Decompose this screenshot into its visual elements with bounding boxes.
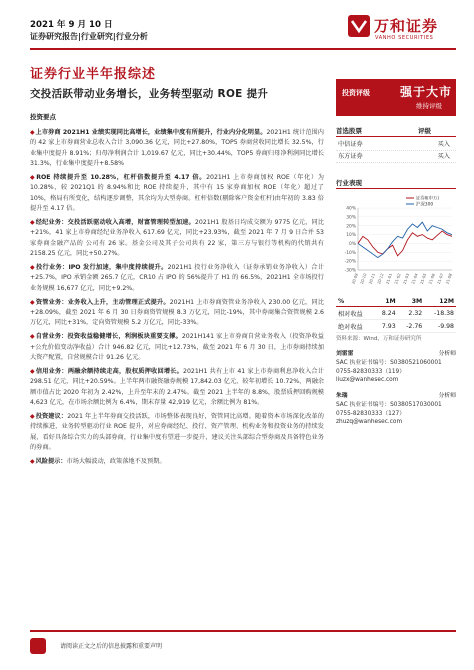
- paragraph-1: ◆上市券商 2021H1 业绩实现同比高增长，业绩集中度有所提升，行业内分化明显。2021H1 统计范围内的 42 家上市券商营业总收入合计 3,090.36 亿元，同比+27.80%，TOP5 券商营收同比增长 32.5%，行业集中度提升 8.91%；归母净利润合计 1,019.67 亿元，同比+30.44%，TOP5 券商归母净利润同比增长 31.3%，行业集中度提升+8.58%: [30, 129, 324, 168]
- list-item: 东方证券 买入: [336, 151, 456, 163]
- performance-table: [336, 296, 456, 333]
- trend-rule: [336, 188, 456, 189]
- table-header-row: % 1M 3M 12M: [338, 297, 454, 305]
- x-tick-label: 20-12: [376, 272, 385, 285]
- bullet-icon: ◆: [30, 412, 35, 420]
- analyst-role: 分析师: [438, 393, 456, 399]
- analyst-name: 刘雷雷: [336, 351, 354, 357]
- analyst-name: 朱瑞: [336, 393, 348, 399]
- company-logo: [348, 13, 456, 45]
- peers-rule: [336, 136, 456, 137]
- chart-svg: [336, 194, 456, 292]
- keypoints-label: 投资要点: [30, 113, 56, 121]
- paragraph-5: ◆资管业务：业务收入上升，主动管理正式提升。2021H1 上市券商资管业务净收入 230.00 亿元，同比+28.09%，截至 2021 年 6 月 30 日券商资管规模 8.3 万亿元，同比-19%，其中券商集合资管规模 2.6 万亿元，同比+31%，定向资管规模 5.2 万亿元，同比-33%。: [30, 298, 325, 327]
- x-tick-label: 21-02: [393, 272, 402, 285]
- bullet-icon: ◆: [30, 333, 35, 341]
- report-subtitle: 交投活跃带动业务增长，业务转型驱动 ROE 提升: [30, 88, 269, 100]
- x-tick-label: 21-05: [418, 272, 428, 285]
- legend-label: 沪深300: [416, 202, 434, 208]
- analyst-card-2: [336, 392, 456, 427]
- peers-list: [336, 139, 456, 163]
- bullet-icon: ◆: [30, 174, 36, 182]
- paragraph-9: ◆风险提示：市场大幅波动，政策落地不及预期。: [30, 457, 166, 465]
- paragraph-2: ◆ROE 持续提升至 10.28%，杠杆倍数提升至 4.17 倍。2021H1 上市券商加权 ROE（年化）为 10.28%，较 2021Q1 的 8.94%和比 ROE 持续提升，其中有 15 家券商加权 ROE（年化）超过了 10%，格局有所变化，结构逐步调整，其余均为大型券商。杠杆倍数(剔除客户资金杠杆)由年初的 3.83 倍提升至 4.17 倍。: [30, 174, 324, 213]
- main-content: [30, 128, 324, 471]
- x-tick-label: 21-06: [427, 272, 436, 285]
- logo-subtext: VANHO SECURITIES: [375, 35, 434, 41]
- x-tick-label: 21-01: [384, 272, 394, 285]
- x-tick-label: 21-03: [401, 272, 411, 285]
- rating-value: 强于大市: [400, 85, 453, 99]
- footer-rule: [30, 630, 456, 632]
- footer-disclaimer: 请阅读正文之后的信息披露和重要声明: [60, 643, 163, 650]
- bullet-icon: ◆: [30, 264, 35, 272]
- paragraph-8: ◆投资建议：2021 年上半年券商交投活跃，市场整体表现良好，资管同比高增。随着资本市场深化改革的持续推进，业务转型驱动行业 ROE 提升，对应券商经纪、投行、资产管理、机构业务和投资业务的持续发展，看好具备综合实力的头部券商，行业集中度有望进一步提升，建议关注头部综合型券商及具备特色业务的券商。: [30, 412, 324, 452]
- report-category: 证券研究报告|行业研究|行业分析: [30, 32, 148, 41]
- table-source: 资料来源：Wind，万和证券研究所: [336, 336, 422, 342]
- analyst-cert: SAC 执业证书编号：S0380517030001: [336, 401, 442, 408]
- footer-logo-icon: [30, 638, 46, 654]
- report-date: 2021 年 9 月 10 日: [30, 20, 113, 30]
- analyst-phone: 0755-82830333（119）: [336, 368, 406, 375]
- report-title: 证券行业半年报综述: [30, 67, 157, 82]
- y-tick-label: -20%: [344, 259, 356, 265]
- x-tick-label: 21-08: [444, 272, 453, 285]
- list-item: 中信证券 买入: [336, 139, 456, 151]
- bullet-icon: ◆: [30, 367, 35, 375]
- y-tick-label: 20%: [346, 224, 356, 230]
- y-tick-label: 40%: [346, 206, 356, 212]
- rating-label: 投资评级: [342, 89, 370, 97]
- trend-title: 行业表现: [336, 179, 362, 187]
- analyst-email: liuzx@wanhesec.com: [336, 377, 399, 384]
- logo-text: 万和证券: [374, 17, 439, 35]
- y-tick-label: -10%: [344, 250, 356, 256]
- y-tick-label: 10%: [346, 233, 356, 239]
- x-tick-label: 21-07: [435, 272, 445, 285]
- paragraph-6: ◆自营业务：投资收益稳健增长，利润板块重要支撑。2021H141 家上市券商自营业务收入（投资净收益+公允价值变动净收益）合计 946.82 亿元，同比+12.73%，截至 2021 年 6 月 30 日，上市券商持续加大资产配置，自营规模合计 91.26 亿元。: [30, 333, 324, 362]
- legend-label: 证券Ⅱ(申万): [416, 196, 440, 202]
- analyst-card-1: [336, 350, 456, 385]
- paragraph-3: ◆经纪业务：交投活跃驱动收入高增，财富管理转型加速。2021H1 股基日均成交额为 9775 亿元，同比+21%，41 家上市券商经纪业务净收入 617.69 亿元，同比+23.93%，截至 2021 年 7 月 9 日合并 53 家券商金融产品的 公司有 26 家。基金公司及其子公司共有 22 家，第三方与银行等机构的代销共有 2158.25 亿元，同比+50.27%。: [30, 219, 325, 258]
- y-tick-label: -30%: [344, 268, 356, 274]
- analyst-email: zhuzq@wanhesec.com: [336, 419, 403, 426]
- header-rule: [30, 48, 456, 50]
- x-tick-label: 20-09: [350, 272, 359, 285]
- bullet-icon: ◆: [30, 298, 35, 306]
- paragraph-4: ◆投行业务：IPO 发行加速，集中度持续提升。2021H1 投行业务净收入（证券承销业务净收入）合计+25.7%，IPO 承销金额 265.7 亿元，CR10 占 IPO 的 56%提升了 H1 的 66.5%，2021H1 全市场投行业务规模 16,677 亿元，同比+9.2%。: [30, 264, 324, 292]
- analyst-cert: SAC 执业证书编号：S0380521060001: [336, 359, 442, 366]
- peers-title: 首选股票: [336, 127, 362, 135]
- logo-mark-icon: [348, 15, 370, 37]
- bullet-icon: ◆: [30, 219, 35, 227]
- paragraph-7: ◆信用业务：两融余额持续走高，股权质押收回增长。2021H1 共有上市 41 家上市券商利息净收入合计 298.51 亿元，同比+20.59%。上半年两市融资融券规模 17,842.03 亿元，较年初增长 10.72%，两融余额市值占比 2020 年初为 2.42%，上升至年末的 2.47%。截至 2021 上半年的 8.8%，股票质押回购规模 4,623 亿元，在市场余额比例为 6.4%，期末存量 42,919 亿元，余额比例为 81%。: [30, 367, 324, 407]
- analyst-phone: 0755-82830333（127）: [336, 410, 406, 417]
- table-row: 绝对收益 7.93 -2.76 -9.98: [336, 320, 456, 333]
- rating-action: 维持评级: [416, 102, 442, 110]
- table-row: 相对收益 8.24 2.32 -18.38: [336, 307, 456, 320]
- rating-box: [336, 79, 456, 116]
- y-tick-label: 30%: [346, 215, 356, 221]
- peers-col-header: 评级: [418, 127, 431, 135]
- x-tick-label: 20-11: [367, 272, 377, 285]
- bullet-icon: ◆: [30, 129, 35, 136]
- bullet-icon: ◆: [30, 457, 35, 465]
- page-footer: [30, 630, 456, 660]
- y-tick-label: 0%: [349, 242, 356, 248]
- performance-chart: [336, 194, 456, 292]
- analyst-role: 分析师: [438, 351, 456, 357]
- x-tick-label: 20-10: [359, 272, 368, 285]
- x-tick-label: 21-04: [410, 272, 419, 285]
